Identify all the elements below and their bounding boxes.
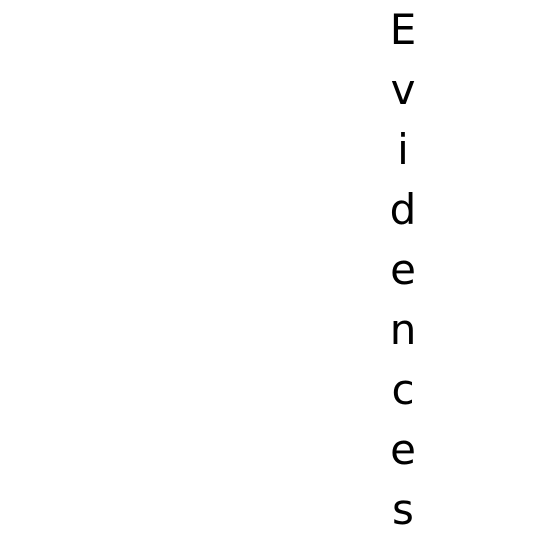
letter-i: i [397,125,409,174]
vertical-word [386,0,420,540]
letter-e-3: e [390,425,416,474]
letter-e: E [389,5,417,54]
letter-s: s [392,485,414,534]
letter-e-2: e [390,245,416,294]
letter-v: v [390,65,416,114]
letter-c: c [391,365,415,414]
letter-d: d [389,185,417,234]
letter-n: n [389,305,417,354]
